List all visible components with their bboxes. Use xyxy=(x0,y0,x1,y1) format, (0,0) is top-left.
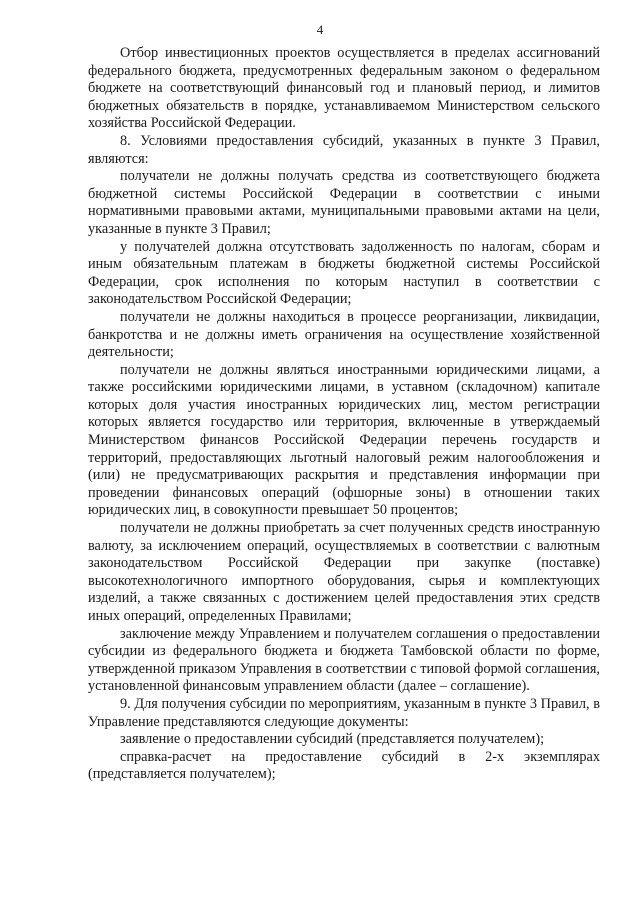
paragraph-condition-agreement: заключение между Управлением и получателем соглашения о предоставлении субсидии из федерального бюджета и бюджета Тамбовской области по форме, утвержденной приказом Управления в соответствии с типовой формой соглашения, установленной финансовым управлением области (далее – соглашение). xyxy=(88,625,600,695)
paragraph-condition-no-other-funds: получатели не должны получать средства из соответствующего бюджета бюджетной системы Российской Федерации в соответствии с иными нормативными правовыми актами, муниципальными правовыми актами на цели, указанные в пункте 3 Правил; xyxy=(88,168,600,237)
paragraph-selection-limits: Отбор инвестиционных проектов осуществляется в пределах ассигнований федерального бюджета, предусмотренных федеральным законом о федеральном бюджете на соответствующий финансовый год и плановый период, и лимитов бюджетных обязательств в порядке, устанавливаемом Министерством сельского хозяйства Российской Федерации. xyxy=(88,45,600,132)
paragraph-document-application: заявление о предоставлении субсидий (представляется получателем); xyxy=(120,731,545,748)
paragraph-item-9-documents: 9. Для получения субсидии по мероприятиям, указанным в пункте 3 Правил, в Управление представляются следующие документы: xyxy=(88,695,600,730)
page-number: 4 xyxy=(316,22,324,37)
paragraph-condition-no-reorganization: получатели не должны находиться в процессе реорганизации, ликвидации, банкротства и не должны иметь ограничения на осуществление хозяйственной деятельности; xyxy=(88,308,600,361)
paragraph-condition-no-foreign-currency: получатели не должны приобретать за счет полученных средств иностранную валюту, за исключением операций, осуществляемых в соответствии с валютным законодательством Российской Федерации при закупке (поставке) высокотехнологичного импортного оборудования, сырья и комплектующих изделий, а также связанных с достижением целей предоставления этих средств иных операций, определенных Правилами; xyxy=(88,520,600,624)
paragraph-condition-no-foreign-entities: получатели не должны являться иностранными юридическими лицами, а также российскими юридическими лицами, в уставном (складочном) капитале которых доля участия иностранных юридических лиц, местом регистрации которых является государство или территория, включенные в утверждаемый Министерством финансов Российской Федерации перечень государств и территорий, предоставляющих льготный налоговый режим налогообложения и (или) не предусматривающих раскрытия и представления информации при проведении финансовых операций (офшорные зоны) в отношении таких юридических лиц, в совокупности превышает 50 процентов; xyxy=(88,361,600,519)
paragraph-condition-no-tax-debt: у получателей должна отсутствовать задолженность по налогам, сборам и иным обязательным платежам в бюджеты бюджетной системы Российской Федерации, срок исполнения по которым наступил в соответствии с законодательством Российской Федерации; xyxy=(88,238,600,308)
document-body xyxy=(88,45,600,784)
paragraph-item-8-conditions: 8. Условиями предоставления субсидий, указанных в пункте 3 Правил, являются: xyxy=(88,132,600,167)
paragraph-document-calculation: справка-расчет на предоставление субсидий в 2-х экземплярах (представляется получателем); xyxy=(88,748,600,783)
